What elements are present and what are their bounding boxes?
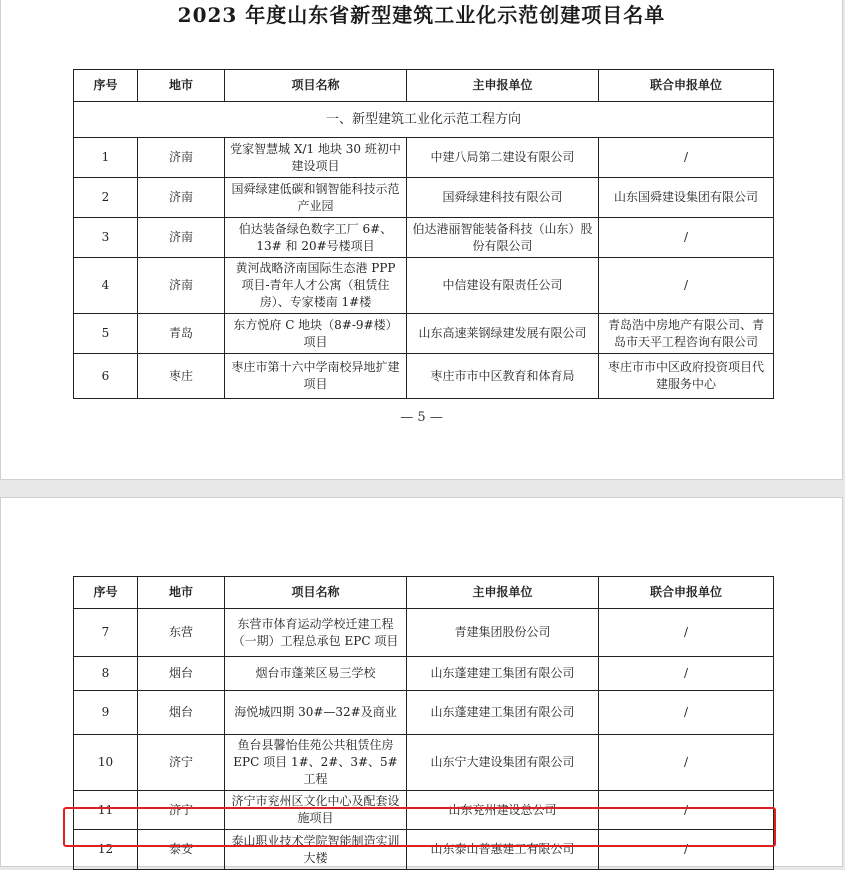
cell-city: 青岛 (138, 314, 225, 354)
cell-joint-applicant: / (599, 609, 774, 657)
cell-joint-applicant: 山东国舜建设集团有限公司 (599, 178, 774, 218)
cell-main-applicant: 国舜绿建科技有限公司 (407, 178, 599, 218)
cell-joint-applicant: / (599, 830, 774, 870)
cell-joint-applicant: / (599, 258, 774, 314)
cell-project: 泰山职业技术学院智能制造实训大楼 (225, 830, 407, 870)
header-main-applicant: 主申报单位 (407, 70, 599, 102)
section-title: 一、新型建筑工业化示范工程方向 (74, 102, 774, 138)
cell-city: 济南 (138, 258, 225, 314)
cell-no: 4 (74, 258, 138, 314)
cell-main-applicant: 山东泰山普惠建工有限公司 (407, 830, 599, 870)
header-no: 序号 (74, 70, 138, 102)
table-header-row (74, 577, 774, 609)
cell-main-applicant: 山东蓬建建工集团有限公司 (407, 657, 599, 691)
cell-joint-applicant: / (599, 657, 774, 691)
cell-joint-applicant: / (599, 735, 774, 791)
cell-main-applicant: 伯达港丽智能装备科技（山东）股份有限公司 (407, 218, 599, 258)
cell-project: 国舜绿建低碳和钢智能科技示范产业园 (225, 178, 407, 218)
cell-main-applicant: 枣庄市市中区教育和体育局 (407, 354, 599, 399)
cell-project: 枣庄市第十六中学南校异地扩建项目 (225, 354, 407, 399)
table-row (74, 830, 774, 870)
table-row (74, 178, 774, 218)
cell-joint-applicant: / (599, 791, 774, 830)
document-page-2 (0, 497, 843, 867)
cell-no: 2 (74, 178, 138, 218)
cell-city: 泰安 (138, 830, 225, 870)
cell-main-applicant: 青建集团股份公司 (407, 609, 599, 657)
cell-no: 7 (74, 609, 138, 657)
cell-joint-applicant: 枣庄市市中区政府投资项目代建服务中心 (599, 354, 774, 399)
cell-project: 党家智慧城 X/1 地块 30 班初中建设项目 (225, 138, 407, 178)
cell-main-applicant: 山东蓬建建工集团有限公司 (407, 691, 599, 735)
cell-project: 海悦城四期 30#—32#及商业 (225, 691, 407, 735)
cell-city: 济南 (138, 138, 225, 178)
table-row (74, 354, 774, 399)
section-row (74, 102, 774, 138)
cell-city: 济宁 (138, 791, 225, 830)
table-row (74, 657, 774, 691)
table-row (74, 691, 774, 735)
cell-main-applicant: 山东宁大建设集团有限公司 (407, 735, 599, 791)
table-header-row (74, 70, 774, 102)
cell-joint-applicant: / (599, 218, 774, 258)
cell-city: 济宁 (138, 735, 225, 791)
cell-main-applicant: 中建八局第二建设有限公司 (407, 138, 599, 178)
table-row (74, 218, 774, 258)
table-row (74, 735, 774, 791)
header-city: 地市 (138, 70, 225, 102)
cell-no: 5 (74, 314, 138, 354)
header-joint-applicant: 联合申报单位 (599, 70, 774, 102)
cell-project: 烟台市蓬莱区易三学校 (225, 657, 407, 691)
cell-joint-applicant: 青岛浩中房地产有限公司、青岛市天平工程咨询有限公司 (599, 314, 774, 354)
header-no: 序号 (74, 577, 138, 609)
table-row (74, 609, 774, 657)
header-joint-applicant: 联合申报单位 (599, 577, 774, 609)
cell-city: 济南 (138, 218, 225, 258)
table-row (74, 138, 774, 178)
project-table-page-2 (73, 576, 774, 870)
cell-joint-applicant: / (599, 138, 774, 178)
cell-city: 济南 (138, 178, 225, 218)
cell-city: 枣庄 (138, 354, 225, 399)
cell-no: 12 (74, 830, 138, 870)
cell-main-applicant: 山东高速莱钢绿建发展有限公司 (407, 314, 599, 354)
cell-project: 东营市体育运动学校迁建工程（一期）工程总承包 EPC 项目 (225, 609, 407, 657)
cell-project: 鱼台县馨怡佳苑公共租赁住房 EPC 项目 1#、2#、3#、5#工程 (225, 735, 407, 791)
cell-no: 8 (74, 657, 138, 691)
cell-city: 烟台 (138, 691, 225, 735)
cell-no: 9 (74, 691, 138, 735)
header-project: 项目名称 (225, 70, 407, 102)
cell-no: 10 (74, 735, 138, 791)
table-row (74, 314, 774, 354)
cell-no: 3 (74, 218, 138, 258)
cell-main-applicant: 中信建设有限责任公司 (407, 258, 599, 314)
cell-main-applicant: 山东兖州建设总公司 (407, 791, 599, 830)
cell-project: 伯达装备绿色数字工厂 6#、13# 和 20#号楼项目 (225, 218, 407, 258)
document-title: 2023 年度山东省新型建筑工业化示范创建项目名单 (177, 3, 666, 27)
table-row (74, 791, 774, 830)
cell-no: 11 (74, 791, 138, 830)
page-number: — 5 — (400, 410, 443, 425)
cell-city: 烟台 (138, 657, 225, 691)
cell-no: 1 (74, 138, 138, 178)
cell-no: 6 (74, 354, 138, 399)
project-table-page-1 (73, 69, 774, 399)
cell-city: 东营 (138, 609, 225, 657)
header-city: 地市 (138, 577, 225, 609)
cell-project: 黄河战略济南国际生态港 PPP 项目-青年人才公寓（租赁住房）、专家楼南 1#楼 (225, 258, 407, 314)
table-row (74, 258, 774, 314)
cell-project: 济宁市兖州区文化中心及配套设施项目 (225, 791, 407, 830)
header-project: 项目名称 (225, 577, 407, 609)
cell-project: 东方悦府 C 地块（8#-9#楼）项目 (225, 314, 407, 354)
cell-joint-applicant: / (599, 691, 774, 735)
header-main-applicant: 主申报单位 (407, 577, 599, 609)
